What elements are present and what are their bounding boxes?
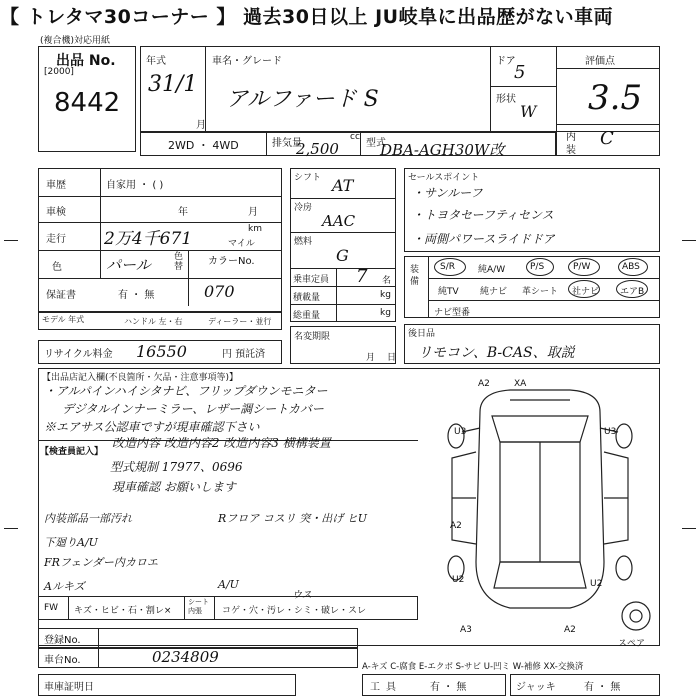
shape-label: 形状 (496, 94, 516, 105)
model-label: 型式 (366, 138, 386, 149)
tools-options: 有 ・ 無 (430, 682, 467, 693)
capacity-unit: 名 (382, 276, 392, 286)
color-label: 色 (52, 262, 62, 273)
seat-label: シート 内張 (188, 598, 209, 615)
score-value: 3.5 (588, 78, 643, 118)
mileage-unit-km: km (248, 224, 262, 234)
interior-label-2: 装 (566, 145, 576, 156)
diagram-label-a3: A3 (460, 625, 472, 635)
inspector-note-2: 下廻りA/U (44, 536, 98, 549)
equip-ps: P/S (530, 262, 545, 272)
shift-value: AT (332, 176, 354, 195)
seat-text: コゲ・穴・汚レ・シミ・破レ・スレ (222, 606, 367, 616)
registration-row (38, 628, 358, 648)
inspector-line-1: 改造内容 改造内容2 改造内容3 横構装置 (112, 436, 331, 450)
inspector-note-5: A/U (218, 578, 239, 591)
fuel-label: 燃料 (294, 237, 313, 247)
lot-sub: [2000] (44, 67, 74, 77)
model-year-label: モデル 年式 (42, 315, 85, 324)
equip-aw: 純A/W (478, 265, 506, 275)
capacity-label: 乗車定員 (293, 275, 330, 285)
equip-tv: 純TV (438, 287, 459, 297)
accessories-label: 後日品 (408, 329, 436, 339)
color-no-label: カラーNo. (208, 256, 255, 267)
seat-annotation: ウス (292, 590, 312, 601)
selling-point-3: ・両側パワースライドドア (412, 232, 555, 246)
diagram-label-xa: XA (514, 379, 527, 389)
diagram-label-u3-left: U3 (454, 427, 467, 437)
history-value: 自家用 ・ ( ) (106, 180, 164, 191)
diagram-label-a2-top: A2 (478, 379, 490, 389)
banner: 【 トレタマ30コーナー 】 過去30日以上 JU岐阜に出品歴がない車両 (0, 0, 700, 34)
doors-value: 5 (514, 62, 526, 83)
recycle-label: リサイクル料金 (44, 349, 113, 360)
name-change-unit: 月日 (366, 353, 409, 363)
inspection-label: 車検 (46, 207, 66, 218)
fw-label: FW (44, 603, 59, 613)
header-note: (複合機)対応用紙 (40, 36, 111, 46)
selling-points-label: セールスポイント (408, 173, 480, 183)
selling-point-1: ・サンルーフ (412, 186, 483, 200)
ac-label: 冷房 (294, 203, 313, 213)
year-month-unit: 月 (196, 120, 206, 131)
equip-airbag-circle (616, 280, 648, 298)
inspector-note-4: Aルキズ (44, 580, 85, 593)
diagram-spare-label: スペア (618, 639, 646, 649)
chassis-label: 車台No. (44, 655, 81, 666)
name-change-label: 名変期限 (294, 332, 331, 342)
inspector-line-2: 型式規制 17977、0696 (110, 460, 243, 474)
mileage-value: 2万4千671 (104, 229, 193, 249)
chassis-value: 0234809 (152, 648, 219, 666)
equip-navi: 純ナビ (480, 287, 508, 297)
inspection-month-unit: 月 (248, 207, 258, 218)
inspector-note-1: 内装部品一部汚れ (44, 512, 132, 525)
mileage-unit-mile: マイル (228, 239, 255, 249)
score-label: 評価点 (585, 56, 615, 67)
selling-point-2: ・トヨタセーフティセンス (412, 208, 554, 222)
interior-label-1: 内 (566, 132, 576, 143)
load-label: 積載量 (293, 293, 321, 303)
inspection-year-unit: 年 (178, 207, 188, 218)
fw-text: キズ・ヒビ・石・割レ× (74, 606, 172, 616)
shift-label: シフト (294, 173, 322, 183)
interior-value: C (600, 128, 614, 149)
lot-label: 出品 No. (56, 53, 116, 69)
car-name-value: アルファード S (226, 87, 379, 112)
equip-airbag: エアB (620, 287, 645, 297)
equip-ps-circle (526, 258, 554, 276)
diagram-label-u2-right: U2 (590, 579, 603, 589)
equip-abs-circle (618, 258, 648, 276)
handle-options: ハンドル 左・右 (124, 317, 183, 326)
equip-sr: S/R (440, 262, 455, 272)
equip-pw: P/W (573, 262, 591, 272)
accessories-value: リモコン、B-CAS、取説 (418, 345, 575, 361)
equip-abs: ABS (622, 262, 640, 272)
inspector-note-right: Rフロア コスリ 突・出げ ヒU (218, 512, 368, 525)
fuel-value: G (336, 246, 349, 265)
year-value: 31/1 (148, 72, 198, 97)
color-no-value: 070 (204, 282, 235, 301)
jack-options: 有 ・ 無 (584, 682, 621, 693)
gross-label: 総重量 (293, 311, 321, 321)
navi-model-label: ナビ型番 (434, 308, 471, 318)
equip-pw-circle (568, 258, 600, 276)
doors-label: ドア (496, 56, 516, 67)
diagram-label-u3-right: U3 (604, 427, 617, 437)
diagram-label-a2-bottom: A2 (564, 625, 576, 635)
registration-label: 登録No. (44, 635, 81, 646)
displacement-label: 排気量 (272, 138, 302, 149)
diagram-label-u2-left: U2 (452, 575, 465, 585)
equip-company-navi-circle (568, 280, 600, 298)
equip-company-navi: 社ナビ (572, 287, 600, 297)
drive-label: 2WD ・ 4WD (168, 139, 239, 152)
legend: A-キズ C-腐食 E-エクボ S-サビ U-凹ミ W-補修 XX-交換済 (362, 662, 584, 672)
inspector-note-3: FRフェンダー内カロエ (44, 556, 158, 569)
model-value: DBA-AGH30W改 (380, 141, 505, 159)
ac-value: AAC (322, 212, 356, 230)
mileage-label: 走行 (46, 234, 66, 245)
recycle-value: 16550 (136, 342, 187, 361)
warranty-options: 有 ・ 無 (118, 290, 155, 301)
car-diagram (420, 372, 660, 652)
dealer-options: ディーラー・並行 (208, 317, 272, 326)
warranty-label: 保証書 (46, 290, 76, 301)
jack-label: ジャッキ (516, 682, 556, 693)
capacity-value: 7 (356, 266, 368, 287)
remarks-line-1: ・アルパインハイシタナビ、フリップダウンモニター (44, 384, 328, 398)
garage-label: 車庫証明日 (44, 682, 94, 693)
displacement-value: 2,500 (296, 140, 339, 158)
color-value: パール (106, 256, 151, 274)
recycle-unit: 円 預託済 (222, 349, 266, 360)
equip-sr-circle (434, 258, 466, 276)
displacement-unit: cc (350, 132, 360, 142)
remarks-line-2: デジタルインナーミラー、レザー調シートカバー (62, 402, 324, 416)
inspector-line-3: 現車確認 お願いします (112, 480, 236, 494)
inspector-label: 【検査員記入】 (40, 447, 104, 457)
color-side-label: 色替 (174, 252, 184, 272)
diagram-label-a2-left: A2 (450, 521, 462, 531)
remarks-line-3: ※エアサス公認車ですが現車確認下さい (44, 420, 260, 434)
equip-leather: 革シート (522, 287, 559, 297)
gross-unit: kg (380, 308, 391, 318)
year-label: 年式 (146, 56, 166, 67)
load-unit: kg (380, 290, 391, 300)
shape-value: W (520, 102, 537, 121)
history-label: 車歴 (46, 180, 66, 191)
tools-label: 工具 (370, 682, 402, 693)
car-name-label: 車名・グレード (212, 56, 282, 67)
equipment-label: 装備 (410, 265, 420, 287)
lot-number: 8442 (54, 88, 121, 118)
remarks-label: 【出品店記入欄(不良箇所・欠品・注意事項等)】 (42, 373, 239, 383)
